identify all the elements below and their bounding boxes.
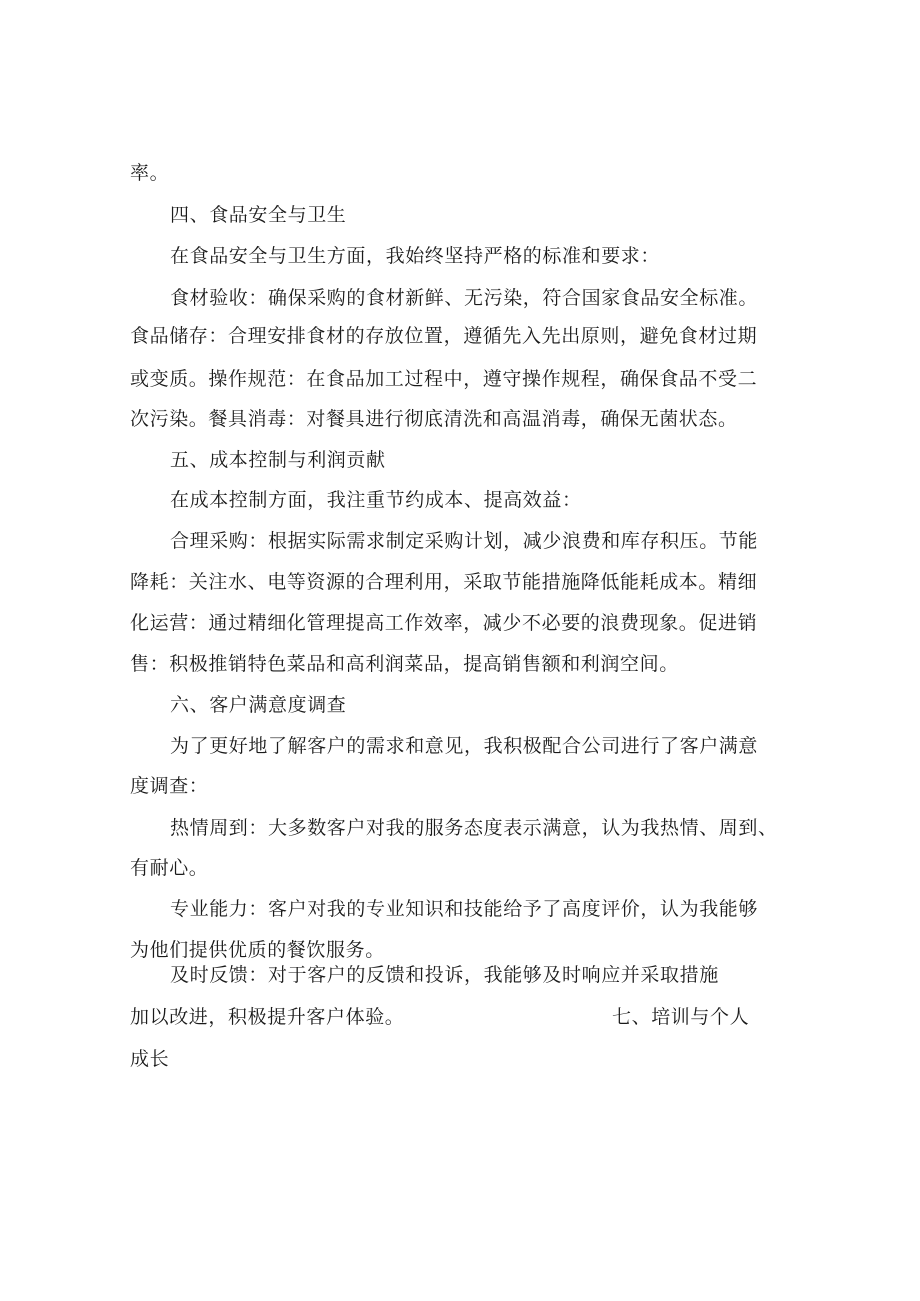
text-line: 降耗：关注水、电等资源的合理利用，采取节能措施降低能耗成本。精细 xyxy=(130,571,758,593)
text-line: 为他们提供优质的餐饮服务。 xyxy=(130,939,385,961)
text-line: 成长 xyxy=(130,1048,170,1070)
text-line: 率。 xyxy=(130,162,170,184)
text-line: 热情周到：大多数客户对我的服务态度表示满意，认为我热情、周到、 xyxy=(170,817,778,839)
text-line: 专业能力：客户对我的专业知识和技能给予了高度评价，认为我能够 xyxy=(170,898,759,920)
section-heading: 五、成本控制与利润贡献 xyxy=(170,449,386,471)
text-line: 食材验收：确保采购的食材新鲜、无污染，符合国家食品安全标准。 xyxy=(170,287,759,309)
section-heading: 七、培训与个人 xyxy=(612,1006,750,1028)
text-line: 在成本控制方面，我注重节约成本、提高效益： xyxy=(170,489,582,511)
text-line: 次污染。餐具消毒：对餐具进行彻底清洗和高温消毒，确保无菌状态。 xyxy=(130,408,738,430)
text-line: 有耐心。 xyxy=(130,857,209,879)
text-line: 加以改进，积极提升客户体验。 xyxy=(130,1006,405,1028)
text-line: 化运营：通过精细化管理提高工作效率，减少不必要的浪费现象。促进销 xyxy=(130,612,758,634)
section-heading: 六、客户满意度调查 xyxy=(170,694,347,716)
section-heading: 四、食品安全与卫生 xyxy=(170,204,347,226)
text-line: 度调查： xyxy=(130,775,209,797)
text-line: 食品储存：合理安排食材的存放位置，遵循先入先出原则，避免食材过期 xyxy=(130,325,758,347)
text-line: 为了更好地了解客户的需求和意见，我积极配合公司进行了客户满意 xyxy=(170,735,759,757)
text-line: 售：积极推销特色菜品和高利润菜品，提高销售额和利润空间。 xyxy=(130,653,679,675)
text-line: 合理采购：根据实际需求制定采购计划，减少浪费和库存积压。节能 xyxy=(170,530,759,552)
text-line: 或变质。操作规范：在食品加工过程中，遵守操作规程，确保食品不受二 xyxy=(130,368,758,390)
text-line: 及时反馈：对于客户的反馈和投诉，我能够及时响应并采取措施 xyxy=(170,964,719,986)
text-line: 在食品安全与卫生方面，我始终坚持严格的标准和要求： xyxy=(170,245,661,267)
